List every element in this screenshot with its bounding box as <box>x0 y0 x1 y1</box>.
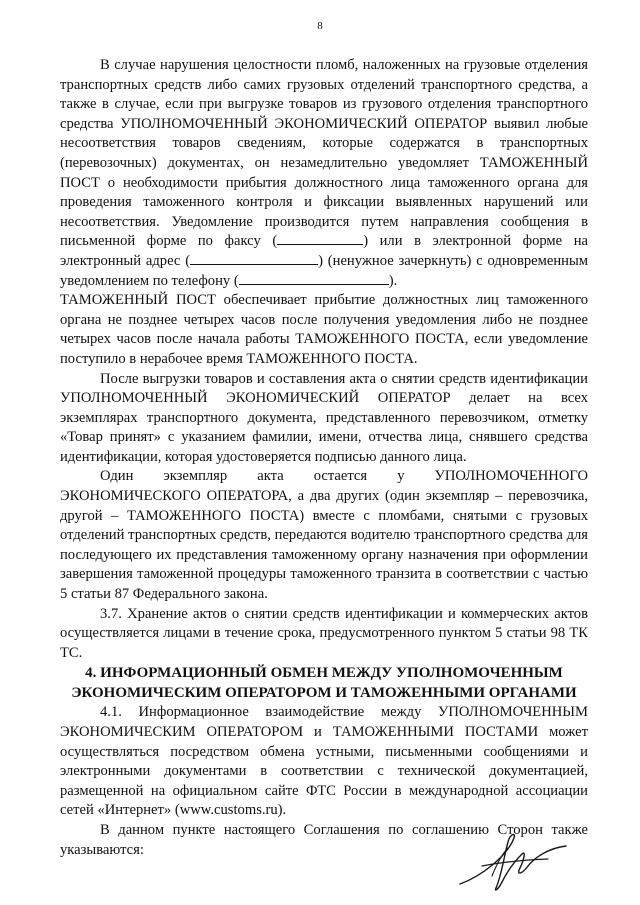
email-blank <box>190 252 318 265</box>
paragraph-also-indicated: В данном пункте настоящего Соглашения по соглашению Сторон также указываются: <box>60 821 588 858</box>
paragraph-4-1: 4.1. Информационное взаимодействие между УПОЛНОМОЧЕННЫМ ЭКОНОМИЧЕСКИМ ОПЕРАТОРОМ и ТАМОЖЕННЫМИ ПОСТАМИ может осуществляться посредством обмена устными, письменными сообщениями и электронными документами в соответствии с технической документацией, размещенной на официальном сайте ФТС России в международной ассоциации сетей «Интернет» (www.customs.ru). <box>60 704 588 819</box>
paragraph-after-unloading: После выгрузки товаров и составления акта о снятии средств идентификации УПОЛНОМОЧЕННЫЙ ЭКОНОМИЧЕСКИЙ ОПЕРАТОР делает на всех экземплярах транспортного документа, представленного перевозчиком, отметку «Товар принят» с указанием фамилии, имени, отчества лица, снявшего средства идентификации, которая удостоверяется подписью данного лица. <box>60 370 588 465</box>
paragraph-act-copies: Один экземпляр акта остается у УПОЛНОМОЧЕННОГО ЭКОНОМИЧЕСКОГО ОПЕРАТОРА, а два других (один экземпляр – перевозчика, другой – ТАМОЖЕННОГО ПОСТА) вместе с пломбами, снятыми с грузовых отделений транспортных средств, передаются водителю транспортного средства для последующего их представления таможенному органу назначения при оформлении завершения таможенной процедуры таможенного транзита в соответствии с частью 5 статьи 87 Федерального закона. <box>60 468 588 603</box>
paragraph-text: ). <box>388 272 398 289</box>
paragraph-text: В случае нарушения целостности пломб, наложенных на грузовые отделения транспортных средств либо самих грузовых отделений транспортного средства, а также в случае, если при выгрузке товаров из грузового отделения транспортного средства УПОЛНОМОЧЕННЫЙ ЭКОНОМИЧЕСКИЙ ОПЕРАТОР выявил любые несоответствия товаров сведениям, которые содержатся в транспортных (перевозочных) документах, он незамедлительно уведомляет ТАМОЖЕННЫЙ ПОСТ о необходимости прибытия должностного лица таможенного органа для проведения таможенного контроля и фиксации выявленных нарушений или несоответствия. Уведомление производится путем направления сообщения в письменной форме по факсу ( <box>60 57 588 250</box>
paragraph-3-7: 3.7. Хранение актов о снятии средств идентификации и коммерческих актов осуществляется лицами в течение срока, предусмотренного пунктом 5 статьи 98 ТК ТС. <box>60 605 588 661</box>
section-heading: 4. ИНФОРМАЦИОННЫЙ ОБМЕН МЕЖДУ УПОЛНОМОЧЕННЫМ ЭКОНОМИЧЕСКИМ ОПЕРАТОРОМ И ТАМОЖЕННЫМИ ОРГАНАМИ <box>71 665 577 702</box>
paragraph-text: ) (ненужное зачеркнуть) с одновременным уведомлением по телефону ( <box>60 252 588 289</box>
signature-icon <box>452 826 572 896</box>
fax-blank <box>277 232 363 245</box>
paragraph-customs-arrival: ТАМОЖЕННЫЙ ПОСТ обеспечивает прибытие должностных лиц таможенного органа не позднее четырех часов после получения уведомления либо не позднее четырех часов после начала работы ТАМОЖЕННОГО ПОСТА, если уведомление поступило в нерабочее время ТАМОЖЕННОГО ПОСТА. <box>60 292 588 367</box>
paragraph-seal-violation <box>60 56 588 291</box>
paragraph-text: ) или в электронной форме на электронный адрес ( <box>60 233 588 269</box>
document-body <box>60 56 588 860</box>
page-number: 8 <box>317 20 323 32</box>
phone-blank <box>239 272 389 285</box>
